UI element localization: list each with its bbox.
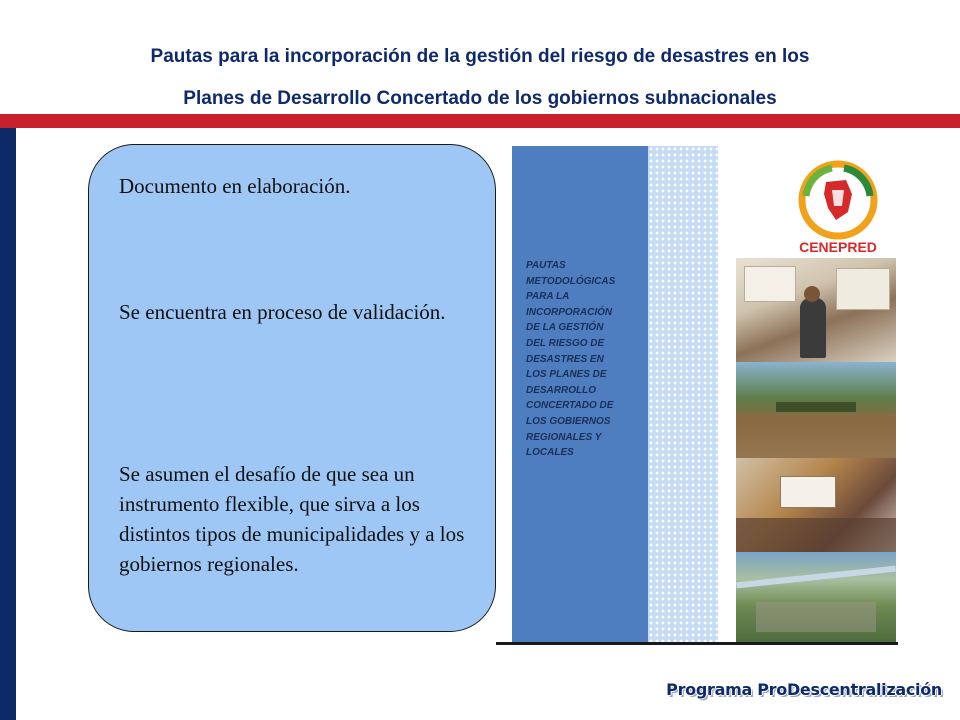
- workshop-photo: [736, 258, 896, 362]
- text-callout: [88, 144, 496, 632]
- cover-title-line: LOS PLANES DE: [526, 369, 607, 381]
- cover-title-line: LOCALES: [526, 447, 574, 459]
- program-brand: Programa ProDescentralización: [666, 680, 942, 699]
- left-accent-bar: [0, 128, 16, 720]
- callout-paragraph-status: Documento en elaboración.: [119, 174, 351, 198]
- flood-photo: [736, 362, 896, 458]
- slide-title-line-1: Pautas para la incorporación de la gestión del riesgo de desastres en los: [150, 46, 810, 67]
- cover-title-line: DEL RIESGO DE: [526, 337, 605, 349]
- cenepred-logo: [792, 160, 884, 258]
- cover-base-line: [496, 642, 898, 645]
- cover-pattern-strip: [648, 146, 718, 642]
- cover-title-line: DE LA GESTIÓN: [526, 322, 604, 334]
- callout-paragraph-challenge: Se asumen el desafío de que sea un instrumento flexible, que sirva a los distintos tipos de municipalidades y a los gobiernos regionales.: [119, 462, 465, 576]
- cover-title-line: REGIONALES Y: [526, 431, 602, 443]
- cover-title-line: CONCERTADO DE: [526, 400, 614, 412]
- cover-title-line: PARA LA: [526, 291, 570, 303]
- cenepred-logo-text: CENEPRED: [799, 239, 877, 255]
- meeting-photo: [736, 458, 896, 552]
- cover-title: [526, 258, 646, 461]
- cover-title-line: METODOLÓGICAS: [526, 275, 616, 287]
- document-cover-image: [496, 146, 898, 646]
- slide-title: [40, 36, 920, 120]
- cover-title-line: INCORPORACIÓN: [526, 306, 613, 318]
- cover-title-line: LOS GOBIERNOS: [526, 415, 611, 427]
- cover-title-line: DESARROLLO: [526, 384, 596, 396]
- cover-title-line: DESASTRES EN: [526, 353, 604, 365]
- slide-title-line-2: Planes de Desarrollo Concertado de los gobiernos subnacionales: [183, 88, 777, 109]
- aerial-photo: [736, 552, 896, 642]
- cover-title-line: PAUTAS: [526, 260, 566, 271]
- callout-paragraph-validation: Se encuentra en proceso de validación.: [119, 300, 446, 324]
